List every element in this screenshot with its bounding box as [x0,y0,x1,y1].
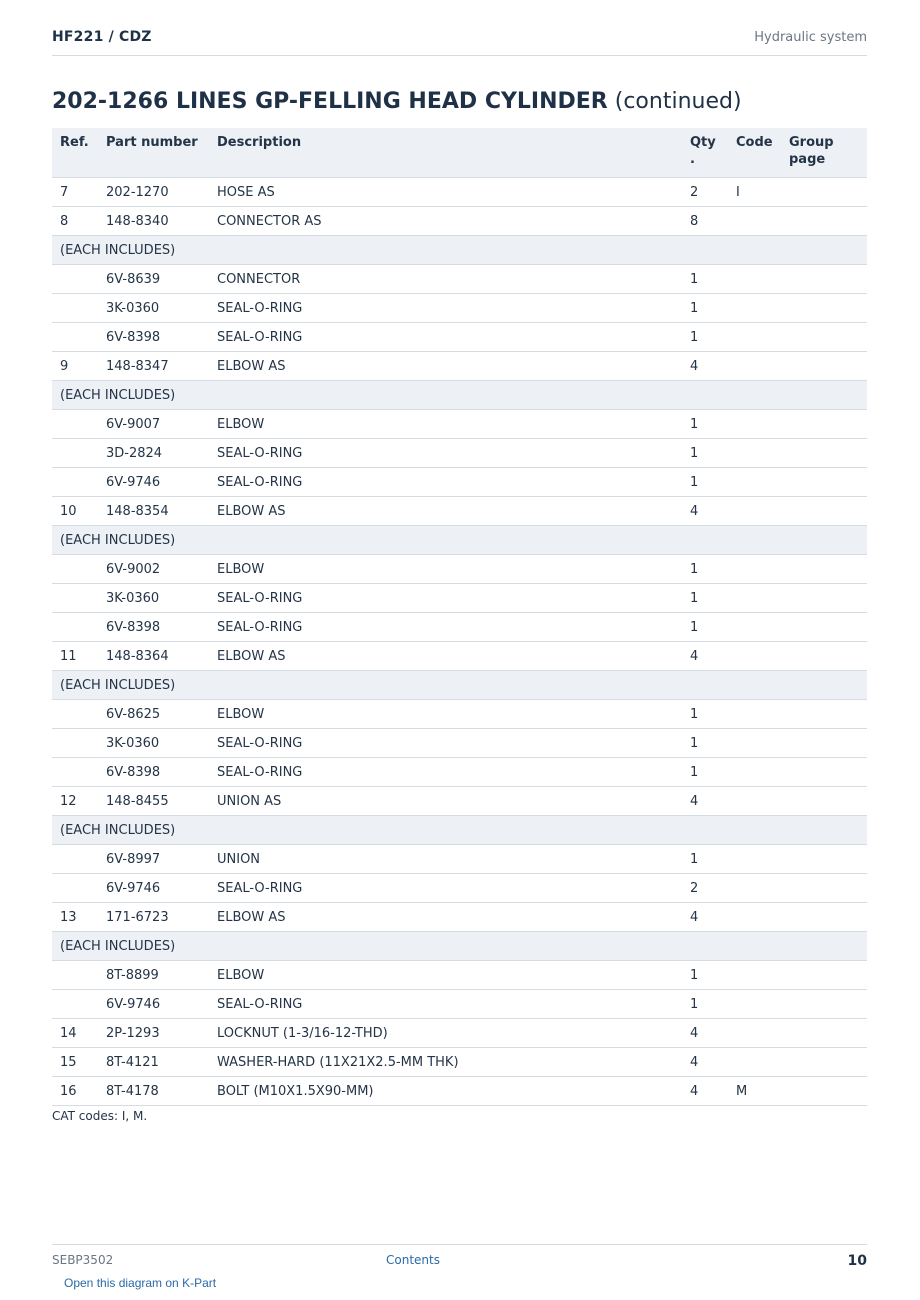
cell-group-page [781,323,867,352]
cell-code [728,207,781,236]
cell-code: I [728,178,781,207]
page-title [52,89,742,114]
cell-ref [52,410,98,439]
section-label: Hydraulic system [754,30,867,45]
table-row [52,323,867,352]
table-row [52,758,867,787]
table-row [52,439,867,468]
cell-ref [52,294,98,323]
col-header-part-number: Part number [98,128,209,178]
cell-part-number: 6V-9746 [98,990,209,1019]
cell-part-number: 148-8347 [98,352,209,381]
cell-ref: 13 [52,903,98,932]
cell-group-page [781,874,867,903]
cell-code [728,845,781,874]
cell-qty: 8 [682,207,728,236]
cell-group-page [781,787,867,816]
cell-group-page [781,729,867,758]
cell-part-number: 3K-0360 [98,729,209,758]
cell-code [728,729,781,758]
cell-ref [52,758,98,787]
cell-ref [52,613,98,642]
cell-qty: 4 [682,1048,728,1077]
cell-part-number: 148-8455 [98,787,209,816]
cell-group-page [781,410,867,439]
cell-ref [52,845,98,874]
cell-code [728,903,781,932]
cell-part-number: 148-8354 [98,497,209,526]
cell-part-number: 6V-9746 [98,874,209,903]
cell-qty: 1 [682,323,728,352]
table-row [52,178,867,207]
each-includes-label: (EACH INCLUDES) [52,816,867,845]
cell-ref: 14 [52,1019,98,1048]
each-includes-row [52,526,867,555]
cell-code: M [728,1077,781,1106]
title-suffix: (continued) [614,89,742,114]
table-row [52,961,867,990]
cell-part-number: 3K-0360 [98,294,209,323]
cell-part-number: 148-8364 [98,642,209,671]
cell-qty: 4 [682,497,728,526]
table-row [52,903,867,932]
cell-code [728,584,781,613]
each-includes-label: (EACH INCLUDES) [52,671,867,700]
cell-group-page [781,961,867,990]
cell-group-page [781,265,867,294]
cell-qty: 1 [682,410,728,439]
each-includes-row [52,932,867,961]
cell-qty: 4 [682,352,728,381]
cell-code [728,323,781,352]
each-includes-row [52,816,867,845]
cell-qty: 4 [682,642,728,671]
cell-part-number: 8T-4178 [98,1077,209,1106]
cell-part-number: 6V-8625 [98,700,209,729]
table-row [52,787,867,816]
table-row [52,1019,867,1048]
col-header-qty: Qty . [682,128,728,178]
cell-description: CONNECTOR [209,265,682,294]
cell-code [728,642,781,671]
cell-group-page [781,758,867,787]
cell-qty: 1 [682,845,728,874]
col-header-code: Code [728,128,781,178]
cell-code [728,497,781,526]
cell-qty: 1 [682,294,728,323]
table-row [52,845,867,874]
title-main: 202-1266 LINES GP-FELLING HEAD CYLINDER [52,89,608,114]
cell-group-page [781,352,867,381]
cell-qty: 4 [682,1019,728,1048]
cell-description: UNION [209,845,682,874]
cell-code [728,439,781,468]
cell-ref [52,265,98,294]
cell-code [728,990,781,1019]
cell-ref: 12 [52,787,98,816]
cell-part-number: 3K-0360 [98,584,209,613]
cell-description: WASHER-HARD (11X21X2.5-MM THK) [209,1048,682,1077]
cell-group-page [781,845,867,874]
cell-group-page [781,990,867,1019]
table-row [52,1077,867,1106]
cell-ref: 7 [52,178,98,207]
each-includes-label: (EACH INCLUDES) [52,526,867,555]
page-footer [52,1244,867,1273]
cell-qty: 1 [682,265,728,294]
cell-code [728,1048,781,1077]
cell-code [728,700,781,729]
cell-code [728,1019,781,1048]
each-includes-row [52,236,867,265]
each-includes-label: (EACH INCLUDES) [52,381,867,410]
col-header-group-page: Group page [781,128,867,178]
col-header-description: Description [209,128,682,178]
cell-ref [52,961,98,990]
cell-qty: 1 [682,584,728,613]
cell-code [728,352,781,381]
cell-description: SEAL-O-RING [209,584,682,613]
cell-description: UNION AS [209,787,682,816]
table-row [52,700,867,729]
table-row [52,352,867,381]
cell-code [728,294,781,323]
cat-codes-note: CAT codes: I, M. [52,1109,148,1123]
cell-group-page [781,642,867,671]
cell-group-page [781,700,867,729]
cell-part-number: 8T-4121 [98,1048,209,1077]
cell-description: SEAL-O-RING [209,613,682,642]
cell-description: LOCKNUT (1-3/16-12-THD) [209,1019,682,1048]
cell-qty: 1 [682,555,728,584]
cell-description: SEAL-O-RING [209,874,682,903]
table-row [52,642,867,671]
cell-description: ELBOW AS [209,497,682,526]
cell-part-number: 6V-9002 [98,555,209,584]
cell-code [728,468,781,497]
cell-ref [52,323,98,352]
table-header-row [52,128,867,178]
cell-group-page [781,584,867,613]
cell-part-number: 6V-8639 [98,265,209,294]
each-includes-row [52,671,867,700]
cell-description: SEAL-O-RING [209,729,682,758]
page-number: 10 [847,1253,867,1269]
cell-qty: 1 [682,961,728,990]
cell-description: SEAL-O-RING [209,439,682,468]
cell-group-page [781,207,867,236]
cell-qty: 2 [682,874,728,903]
cell-ref [52,584,98,613]
cell-group-page [781,497,867,526]
table-row [52,207,867,236]
cell-ref: 10 [52,497,98,526]
cell-part-number: 6V-8398 [98,758,209,787]
cell-ref [52,555,98,584]
cell-description: CONNECTOR AS [209,207,682,236]
cell-description: SEAL-O-RING [209,294,682,323]
cell-qty: 4 [682,787,728,816]
cell-description: ELBOW AS [209,642,682,671]
cell-ref [52,990,98,1019]
cell-qty: 1 [682,700,728,729]
table-row [52,468,867,497]
cell-qty: 1 [682,729,728,758]
table-row [52,874,867,903]
cell-description: SEAL-O-RING [209,468,682,497]
model-label: HF221 / CDZ [52,29,152,45]
cell-qty: 1 [682,468,728,497]
cell-part-number: 202-1270 [98,178,209,207]
cell-ref: 15 [52,1048,98,1077]
cell-qty: 1 [682,758,728,787]
cell-description: SEAL-O-RING [209,758,682,787]
cell-qty: 4 [682,903,728,932]
cell-ref [52,729,98,758]
table-row [52,265,867,294]
cell-code [728,758,781,787]
cell-code [728,787,781,816]
table-row [52,294,867,323]
cell-code [728,961,781,990]
cell-code [728,613,781,642]
contents-link[interactable]: Contents [386,1253,440,1267]
each-includes-label: (EACH INCLUDES) [52,236,867,265]
cell-description: ELBOW AS [209,352,682,381]
table-row [52,1048,867,1077]
table-row [52,990,867,1019]
cell-description: ELBOW [209,410,682,439]
cell-part-number: 148-8340 [98,207,209,236]
cell-group-page [781,1077,867,1106]
cell-ref: 11 [52,642,98,671]
parts-table-body [52,178,867,1106]
cell-part-number: 2P-1293 [98,1019,209,1048]
cell-group-page [781,903,867,932]
cell-code [728,410,781,439]
cell-part-number: 6V-8997 [98,845,209,874]
cell-group-page [781,294,867,323]
cell-code [728,874,781,903]
cell-ref: 9 [52,352,98,381]
col-header-ref: Ref. [52,128,98,178]
cell-part-number: 6V-8398 [98,323,209,352]
cell-ref [52,700,98,729]
cell-description: BOLT (M10X1.5X90-MM) [209,1077,682,1106]
cell-part-number: 171-6723 [98,903,209,932]
cell-group-page [781,1048,867,1077]
page-header [52,28,867,56]
table-row [52,729,867,758]
cell-qty: 1 [682,990,728,1019]
kpart-diagram-link[interactable]: Open this diagram on K-Part [64,1276,217,1290]
cell-ref [52,468,98,497]
cell-description: HOSE AS [209,178,682,207]
cell-code [728,265,781,294]
cell-description: ELBOW [209,961,682,990]
cell-group-page [781,555,867,584]
parts-table [52,128,867,1106]
cell-group-page [781,468,867,497]
table-row [52,410,867,439]
document-id: SEBP3502 [52,1253,114,1267]
cell-description: SEAL-O-RING [209,323,682,352]
cell-group-page [781,1019,867,1048]
cell-group-page [781,439,867,468]
cell-description: SEAL-O-RING [209,990,682,1019]
cell-ref [52,439,98,468]
cell-part-number: 6V-9746 [98,468,209,497]
cell-qty: 1 [682,613,728,642]
cell-description: ELBOW AS [209,903,682,932]
cell-ref: 16 [52,1077,98,1106]
cell-part-number: 6V-9007 [98,410,209,439]
each-includes-label: (EACH INCLUDES) [52,932,867,961]
table-row [52,497,867,526]
cell-group-page [781,178,867,207]
cell-code [728,555,781,584]
cell-description: ELBOW [209,555,682,584]
cell-qty: 4 [682,1077,728,1106]
cell-group-page [781,613,867,642]
cell-part-number: 3D-2824 [98,439,209,468]
cell-qty: 2 [682,178,728,207]
table-row [52,555,867,584]
each-includes-row [52,381,867,410]
cell-part-number: 6V-8398 [98,613,209,642]
table-row [52,613,867,642]
cell-qty: 1 [682,439,728,468]
cell-description: ELBOW [209,700,682,729]
cell-ref [52,874,98,903]
table-row [52,584,867,613]
cell-part-number: 8T-8899 [98,961,209,990]
cell-ref: 8 [52,207,98,236]
